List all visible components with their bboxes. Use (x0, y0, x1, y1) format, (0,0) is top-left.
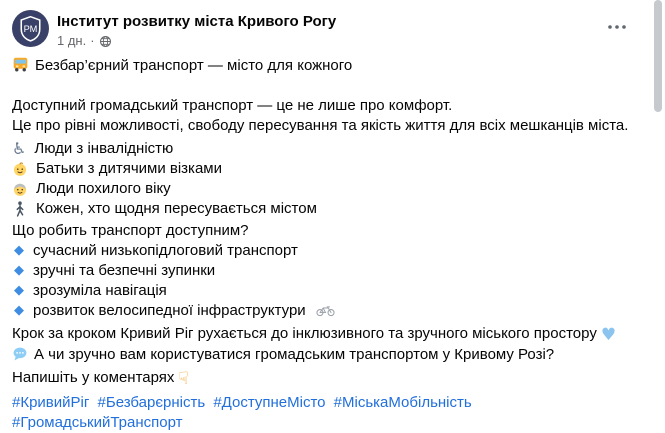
post-meta (57, 33, 336, 49)
list-item (12, 241, 653, 261)
audience-text: Люди похилого віку (36, 180, 171, 197)
question-text: А чи зручно вам користуватися громадським транспортом у Кривому Розі? (34, 346, 555, 363)
list-item (12, 159, 653, 179)
feature-text: розвиток велосипедної інфраструктури (33, 302, 306, 319)
intro-line-2: Це про рівні можливості, свободу пересування та якість життя для всіх мешканців міста. (12, 117, 629, 134)
features-heading: Що робить транспорт доступним? (12, 222, 249, 239)
post-timestamp[interactable]: 1 дн. (57, 33, 87, 48)
blue-diamond-icon: ◆ (14, 283, 24, 298)
meta-separator: · (90, 33, 95, 48)
intro-line-1: Доступний громадський транспорт — це не лише про комфорт. (12, 97, 453, 114)
features-list (12, 241, 653, 321)
post-title-text: Безбар’єрний транспорт — місто для кожного (35, 57, 353, 74)
feature-text: зручні та безпечні зупинки (33, 262, 216, 279)
pedestrian-icon (12, 201, 28, 218)
feature-text: сучасний низькопідлоговий транспорт (33, 242, 298, 259)
hashtag-link[interactable]: #ДоступнеМісто (213, 394, 326, 411)
person-in-wheelchair-icon: ♿ (12, 139, 27, 158)
hashtag-link[interactable]: #Безбарєрність (97, 394, 206, 411)
pointing-down-icon: ☟ (178, 369, 189, 389)
bus-icon (12, 56, 29, 79)
list-item (12, 179, 653, 199)
cta-text: Напишіть у коментарях (12, 369, 175, 386)
baby-icon (12, 161, 28, 177)
shield-logo-icon (12, 10, 49, 47)
feature-text: зрозуміла навігація (33, 282, 167, 299)
hashtag-link[interactable]: #ГромадськийТранспорт (12, 414, 183, 431)
post-title-line (12, 56, 653, 79)
more-options-button[interactable] (603, 16, 631, 38)
page-avatar[interactable] (12, 10, 49, 47)
older-person-icon (12, 181, 28, 197)
post-header (0, 0, 665, 49)
page-name[interactable]: Інститут розвитку міста Кривого Рогу (57, 13, 337, 30)
list-item (12, 301, 653, 321)
blue-diamond-icon: ◆ (14, 263, 24, 278)
blue-diamond-icon: ◆ (14, 303, 24, 318)
post-body (0, 49, 665, 433)
svg-text:РМ: РМ (23, 24, 38, 35)
closing-line (12, 324, 653, 345)
list-item (12, 199, 653, 219)
list-item (12, 261, 653, 281)
blue-diamond-icon: ◆ (14, 243, 24, 258)
bicycle-icon (316, 305, 335, 317)
speech-balloon-icon (12, 346, 28, 368)
list-item (12, 139, 653, 159)
cta-line (12, 368, 653, 389)
globe-icon (99, 35, 112, 48)
ellipsis-icon (607, 24, 627, 30)
hashtag-link[interactable]: #МіськаМобільність (333, 394, 472, 411)
closing-text: Крок за кроком Кривий Ріг рухається до інклюзивного та зручного міського простору (12, 325, 597, 342)
scrollbar-thumb[interactable] (654, 0, 662, 112)
audience-list (12, 139, 653, 219)
audience-text: Кожен, хто щодня пересувається містом (36, 200, 317, 217)
audience-text: Батьки з дитячими візками (36, 160, 222, 177)
question-line (12, 345, 653, 368)
hashtag-link[interactable]: #КривийРіг (12, 394, 90, 411)
light-blue-heart-icon: ♥ (600, 325, 617, 345)
audience-text: Люди з інвалідністю (34, 140, 174, 157)
hashtags-line (12, 393, 653, 433)
list-item (12, 281, 653, 301)
